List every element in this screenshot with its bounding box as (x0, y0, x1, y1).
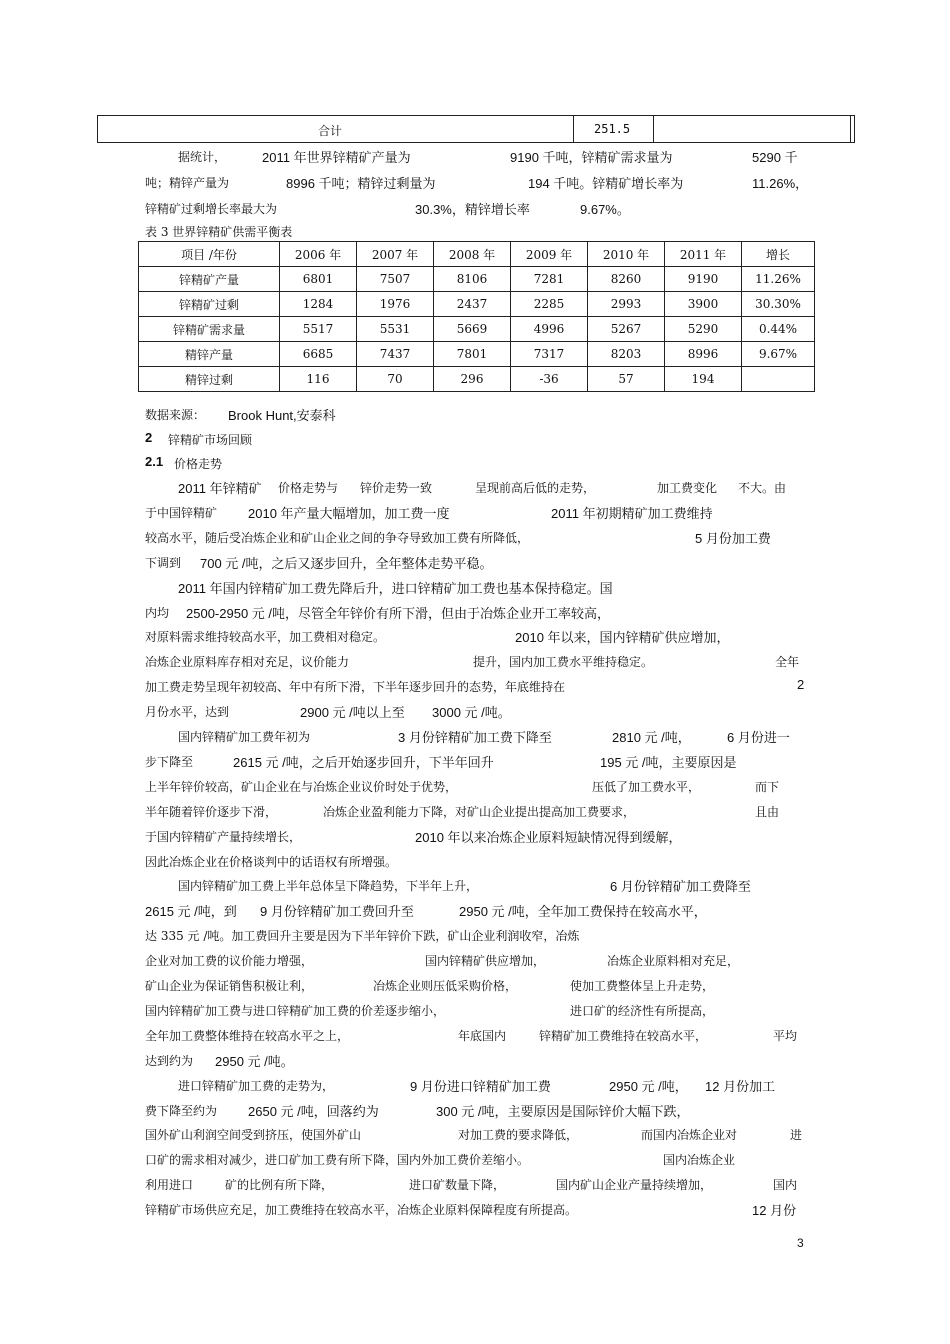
body-text-fragment: 于国内锌精矿产量持续增长， (145, 830, 302, 844)
table-header-row (139, 242, 815, 267)
body-text-fragment: 12 月份加工 (705, 1079, 776, 1094)
table-cell: 9190 (665, 267, 742, 292)
body-text-fragment: 全年 (775, 655, 800, 669)
body-text-fragment: 使加工费整体呈上升走势， (570, 979, 715, 993)
intro-text: 吨；精锌产量为 (145, 176, 230, 190)
body-text-fragment: 国内锌精矿加工费年初为 (178, 730, 311, 744)
table-row (139, 317, 815, 342)
table-continuation-row (97, 115, 855, 143)
body-text-fragment: 2950 元 /吨， (609, 1079, 688, 1094)
body-text-fragment: 年底国内 (458, 1029, 507, 1043)
table-cell: 8203 (588, 342, 665, 367)
intro-text: 8996 千吨；精锌过剩量为 (286, 176, 436, 191)
body-text-fragment: 12 月份 (752, 1203, 797, 1218)
body-text-fragment: 进口矿的经济性有所提高， (570, 1004, 715, 1018)
body-text-fragment: 平均 (773, 1029, 798, 1043)
intro-text: 据统计， (178, 150, 227, 164)
section-number: 2 (145, 430, 153, 445)
table-row (139, 292, 815, 317)
table-cell: 5531 (357, 317, 434, 342)
body-text-fragment: 对原料需求维持较高水平，加工费相对稳定。 (145, 630, 386, 644)
row-label: 精锌产量 (139, 342, 280, 367)
body-text-fragment: 全年加工费整体维持在较高水平之上， (145, 1029, 350, 1043)
intro-text: 5290 千 (752, 150, 798, 165)
table-row (139, 342, 815, 367)
header-cell: 2006 年 (280, 242, 357, 267)
body-text-fragment: 300 元 /吨，主要原因是国际锌价大幅下跌， (436, 1104, 690, 1119)
table-cell: 7801 (434, 342, 511, 367)
total-label: 合计 (318, 124, 343, 138)
body-text-fragment: 进口锌精矿加工费的走势为， (178, 1079, 335, 1093)
row-label: 锌精矿产量 (139, 267, 280, 292)
header-cell: 项目 /年份 (139, 242, 280, 267)
body-text-fragment: 进口矿数量下降， (409, 1178, 506, 1192)
body-text-fragment: 冶炼企业则压低采购价格， (373, 979, 518, 993)
table-cell: 2437 (434, 292, 511, 317)
body-text-fragment: 呈现前高后低的走势， (475, 481, 596, 495)
intro-text: 9190 千吨，锌精矿需求量为 (510, 150, 673, 165)
body-text-fragment: 达到约为 (145, 1054, 194, 1068)
body-text-fragment: 矿山企业为保证销售积极让利， (145, 979, 314, 993)
body-text-fragment: 700 元 /吨，之后又逐步回升，全年整体走势平稳。 (200, 556, 493, 571)
body-text-fragment: 利用进口 (145, 1178, 194, 1192)
body-text-fragment: 较高水平，随后受冶炼企业和矿山企业之间的争夺导致加工费有所降低， (145, 531, 530, 545)
table-cell: 2285 (511, 292, 588, 317)
zinc-balance-table (138, 241, 815, 392)
body-text-fragment: 于中国锌精矿 (145, 506, 218, 520)
body-text-fragment: 9 月份锌精矿加工费回升至 (260, 904, 414, 919)
body-text-fragment: 半年随着锌价逐步下滑， (145, 805, 278, 819)
table-cell: -36 (511, 367, 588, 392)
body-text-fragment: 2615 元 /吨，到 (145, 904, 237, 919)
body-text-fragment: 锌精矿加工费维持在较高水平， (539, 1029, 708, 1043)
body-text-fragment: 国内 (773, 1178, 798, 1192)
body-text-fragment: 冶炼企业原料相对充足， (607, 954, 740, 968)
table-cell: 8996 (665, 342, 742, 367)
table-cell: 1976 (357, 292, 434, 317)
source-label: 数据来源： (145, 408, 206, 422)
row-label: 锌精矿需求量 (139, 317, 280, 342)
table-row (139, 367, 815, 392)
row-label: 锌精矿过剩 (139, 292, 280, 317)
table-cell: 7317 (511, 342, 588, 367)
table-cell: 5517 (280, 317, 357, 342)
body-text-fragment: 2010 年以来，国内锌精矿供应增加， (515, 630, 730, 645)
body-text-fragment: 5 月份加工费 (695, 531, 771, 546)
body-text-fragment: 2010 年产量大幅增加，加工费一度 (248, 506, 450, 521)
table-cell: 1284 (280, 292, 357, 317)
section-title: 锌精矿市场回顾 (168, 433, 253, 447)
body-text-fragment: 费下降至约为 (145, 1104, 218, 1118)
body-text-fragment: 国内冶炼企业 (663, 1153, 736, 1167)
body-text-fragment: 2950 元 /吨。 (215, 1054, 294, 1069)
table-cell: 70 (357, 367, 434, 392)
header-cell: 2008 年 (434, 242, 511, 267)
body-text-fragment: 国内锌精矿加工费上半年总体呈下降趋势，下半年上升， (178, 879, 479, 893)
table-cell: 3900 (665, 292, 742, 317)
table-row (139, 267, 815, 292)
body-text-fragment: 下调到 (145, 556, 182, 570)
table-cell (742, 367, 815, 392)
body-text-fragment: 加工费走势呈现年初较高、年中有所下滑，下半年逐步回升的态势，年底维持在 (145, 680, 566, 694)
table-cell: 5267 (588, 317, 665, 342)
intro-text: 194 千吨。锌精矿增长率为 (528, 176, 684, 191)
body-text-fragment: 3 月份锌精矿加工费下降至 (398, 730, 552, 745)
body-text-fragment: 2900 元 /吨以上至 (300, 705, 405, 720)
table-cell: 9.67% (742, 342, 815, 367)
table-cell: 11.26% (742, 267, 815, 292)
body-text-fragment: 2650 元 /吨，回落约为 (248, 1104, 379, 1119)
total-value: 251.5 (594, 122, 631, 136)
body-text-fragment: 2010 年以来冶炼企业原料短缺情况得到缓解， (415, 830, 682, 845)
body-text-fragment: 冶炼企业盈利能力下降，对矿山企业提出提高加工费要求， (323, 805, 636, 819)
header-cell: 增长 (742, 242, 815, 267)
body-text-fragment: 口矿的需求相对减少，进口矿加工费有所下降，国内外加工费价差缩小。 (145, 1153, 530, 1167)
row-label: 精锌过剩 (139, 367, 280, 392)
table-cell: 5290 (665, 317, 742, 342)
body-text-fragment: 国内锌精矿加工费与进口锌精矿加工费的价差逐步缩小， (145, 1004, 446, 1018)
body-text-fragment: 国内锌精矿供应增加， (425, 954, 546, 968)
body-text-fragment: 6 月份锌精矿加工费降至 (610, 879, 751, 894)
table-cell: 194 (665, 367, 742, 392)
body-text-fragment: 压低了加工费水平， (592, 780, 701, 794)
intro-text: 2011 年世界锌精矿产量为 (262, 150, 411, 165)
table-cell: 4996 (511, 317, 588, 342)
table-cell: 7507 (357, 267, 434, 292)
subsection-number: 2.1 (145, 454, 164, 469)
body-text-fragment: 加工费变化 (657, 481, 718, 495)
source-value: Brook Hunt,安泰科 (228, 408, 336, 423)
body-text-fragment: 2011 年国内锌精矿加工费先降后升，进口锌精矿加工费也基本保持稳定。国 (178, 581, 613, 596)
body-text-fragment: 2011 年锌精矿 (178, 481, 262, 496)
body-text-fragment: 冶炼企业原料库存相对充足，议价能力 (145, 655, 350, 669)
empty-cell (653, 116, 851, 142)
intro-text: 30.3%，精锌增长率 (415, 202, 530, 217)
body-text-fragment: 对加工费的要求降低， (458, 1128, 579, 1142)
intro-text: 9.67%。 (580, 202, 630, 217)
page-number: 3 (797, 1236, 804, 1250)
table-cell: 296 (434, 367, 511, 392)
body-text-fragment: 锌价走势一致 (360, 481, 433, 495)
body-text-fragment: 2950 元 /吨，全年加工费保持在较高水平， (459, 904, 707, 919)
header-cell: 2007 年 (357, 242, 434, 267)
body-text-fragment: 内均 (145, 606, 170, 620)
table-cell: 7281 (511, 267, 588, 292)
body-text-fragment: 上半年锌价较高，矿山企业在与冶炼企业议价时处于优势， (145, 780, 458, 794)
body-text-fragment: 企业对加工费的议价能力增强， (145, 954, 314, 968)
table-cell: 7437 (357, 342, 434, 367)
body-text-fragment: 锌精矿市场供应充足，加工费维持在较高水平，冶炼企业原料保障程度有所提高。 (145, 1203, 578, 1217)
table-cell: 6801 (280, 267, 357, 292)
intro-text: 11.26%， (752, 176, 809, 191)
total-value-cell (573, 116, 654, 142)
table-cell: 116 (280, 367, 357, 392)
table-cell: 8260 (588, 267, 665, 292)
body-text-fragment: 因此冶炼企业在价格谈判中的话语权有所增强。 (145, 855, 398, 869)
intro-text: 锌精矿过剩增长率最大为 (145, 202, 278, 216)
table-cell: 2993 (588, 292, 665, 317)
body-text-fragment: 2500-2950 元 /吨，尽管全年锌价有所下滑，但由于冶炼企业开工率较高， (186, 606, 611, 621)
body-text-fragment: 而国内冶炼企业对 (641, 1128, 738, 1142)
body-text-fragment: 2 (797, 677, 805, 692)
body-text-fragment: 3000 元 /吨。 (432, 705, 511, 720)
body-text-fragment: 步下降至 (145, 755, 194, 769)
body-text-fragment: 且由 (755, 805, 780, 819)
table-cell: 8106 (434, 267, 511, 292)
body-text-fragment: 9 月份进口锌精矿加工费 (410, 1079, 551, 1094)
body-text-fragment: 不大。由 (738, 481, 787, 495)
body-text-fragment: 而下 (755, 780, 780, 794)
body-text-fragment: 2810 元 /吨， (612, 730, 691, 745)
header-cell: 2009 年 (511, 242, 588, 267)
body-text-fragment: 国外矿山利润空间受到挤压，使国外矿山 (145, 1128, 362, 1142)
body-text-fragment: 2011 年初期精矿加工费维持 (551, 506, 713, 521)
header-cell: 2011 年 (665, 242, 742, 267)
body-text-fragment: 提升，国内加工费水平维持稳定。 (473, 655, 654, 669)
table-cell: 30.30% (742, 292, 815, 317)
table-cell: 0.44% (742, 317, 815, 342)
body-text-fragment: 国内矿山企业产量持续增加， (556, 1178, 713, 1192)
body-text-fragment: 月份水平，达到 (145, 705, 230, 719)
body-text-fragment: 进 (790, 1128, 803, 1142)
subsection-title: 价格走势 (174, 457, 223, 471)
body-text-fragment: 195 元 /吨，主要原因是 (600, 755, 737, 770)
body-text-fragment: 2615 元 /吨，之后开始逐步回升，下半年回升 (233, 755, 494, 770)
table-caption: 表 3 世界锌精矿供需平衡表 (145, 225, 293, 239)
table-cell: 5669 (434, 317, 511, 342)
body-text-fragment: 价格走势与 (278, 481, 339, 495)
table-cell: 6685 (280, 342, 357, 367)
table-cell: 57 (588, 367, 665, 392)
body-text-fragment: 矿的比例有所下降， (225, 1178, 334, 1192)
body-text-fragment: 达 335 元 /吨。加工费回升主要是因为下半年锌价下跌，矿山企业利润收窄，冶炼 (145, 929, 580, 943)
header-cell: 2010 年 (588, 242, 665, 267)
body-text-fragment: 6 月份进一 (727, 730, 790, 745)
